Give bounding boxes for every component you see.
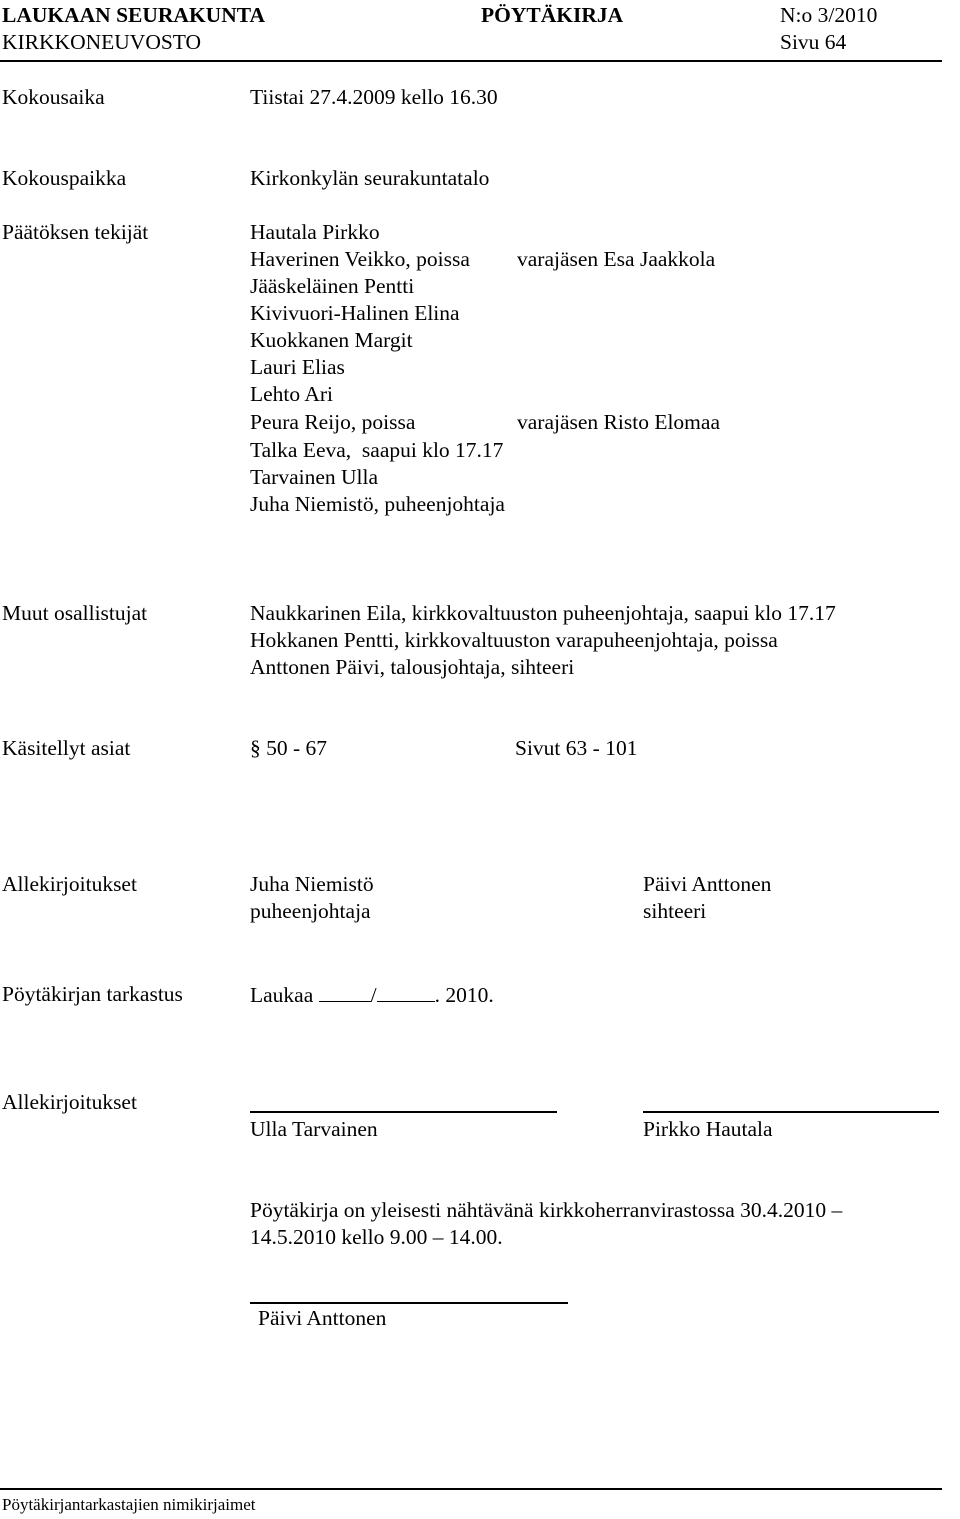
signature-line-left <box>250 1111 557 1113</box>
meeting-time-value: Tiistai 27.4.2009 kello 16.30 <box>250 85 498 109</box>
member-name: Juha Niemistö, puheenjohtaja <box>250 492 505 516</box>
review-year: . 2010. <box>434 983 494 1007</box>
participant-line: Anttonen Päivi, talousjohtaja, sihteeri <box>250 655 575 679</box>
reviewers-label: Allekirjoitukset <box>2 1090 137 1114</box>
review-place: Laukaa <box>250 983 314 1007</box>
meeting-place-value: Kirkonkylän seurakuntatalo <box>250 166 490 190</box>
participant-line: Hokkanen Pentti, kirkkovaltuuston varapuheenjohtaja, poissa <box>250 628 778 652</box>
notice-signer: Päivi Anttonen <box>258 1306 387 1330</box>
page-number: Sivu 64 <box>780 30 847 54</box>
council-name: KIRKKONEUVOSTO <box>2 30 202 54</box>
header-divider <box>0 60 942 62</box>
document-type: PÖYTÄKIRJA <box>481 3 624 27</box>
notice-signature-line <box>250 1302 568 1304</box>
member-name: Kivivuori-Halinen Elina <box>250 301 460 325</box>
member-name: Kuokkanen Margit <box>250 328 413 352</box>
reviewer-left: Ulla Tarvainen <box>250 1117 378 1141</box>
other-participants-label: Muut osallistujat <box>2 601 148 625</box>
reviewer-right: Pirkko Hautala <box>643 1117 773 1141</box>
member-name: Tarvainen Ulla <box>250 465 379 489</box>
notice-line-2: 14.5.2010 kello 9.00 – 14.00. <box>250 1225 503 1249</box>
review-date <box>250 981 494 1009</box>
day-blank <box>319 981 371 1002</box>
member-substitute: varajäsen Esa Jaakkola <box>517 247 716 271</box>
signature-line-right <box>643 1111 939 1113</box>
member-name: Hautala Pirkko <box>250 220 380 244</box>
secretary-role: sihteeri <box>643 899 707 923</box>
footer-text: Pöytäkirjantarkastajien nimikirjaimet <box>2 1495 256 1514</box>
chair-name: Juha Niemistö <box>250 872 374 896</box>
meeting-place-label: Kokouspaikka <box>2 166 127 190</box>
secretary-name: Päivi Anttonen <box>643 872 772 896</box>
footer-divider <box>0 1488 942 1490</box>
handled-sections: § 50 - 67 <box>250 736 328 760</box>
member-name: Lauri Elias <box>250 355 345 379</box>
member-name: Lehto Ari <box>250 382 333 406</box>
handled-items-label: Käsitellyt asiat <box>2 736 131 760</box>
review-label: Pöytäkirjan tarkastus <box>2 982 183 1006</box>
document-number: N:o 3/2010 <box>780 3 878 27</box>
member-substitute: varajäsen Risto Elomaa <box>517 410 720 434</box>
decision-makers-label: Päätöksen tekijät <box>2 220 149 244</box>
notice-line-1: Pöytäkirja on yleisesti nähtävänä kirkkoherranvirastossa 30.4.2010 – <box>250 1198 843 1222</box>
meeting-time-label: Kokousaika <box>2 85 105 109</box>
signatures-label: Allekirjoitukset <box>2 872 137 896</box>
member-name: Peura Reijo, poissa <box>250 410 416 434</box>
month-blank <box>377 981 435 1002</box>
parish-name: LAUKAAN SEURAKUNTA <box>2 3 265 27</box>
handled-pages: Sivut 63 - 101 <box>515 736 638 760</box>
member-name: Jääskeläinen Pentti <box>250 274 415 298</box>
member-name: Haverinen Veikko, poissa <box>250 247 470 271</box>
participant-line: Naukkarinen Eila, kirkkovaltuuston puheenjohtaja, saapui klo 17.17 <box>250 601 836 625</box>
date-separator: / <box>370 983 377 1007</box>
member-name: Talka Eeva, saapui klo 17.17 <box>250 438 504 462</box>
chair-role: puheenjohtaja <box>250 899 371 923</box>
